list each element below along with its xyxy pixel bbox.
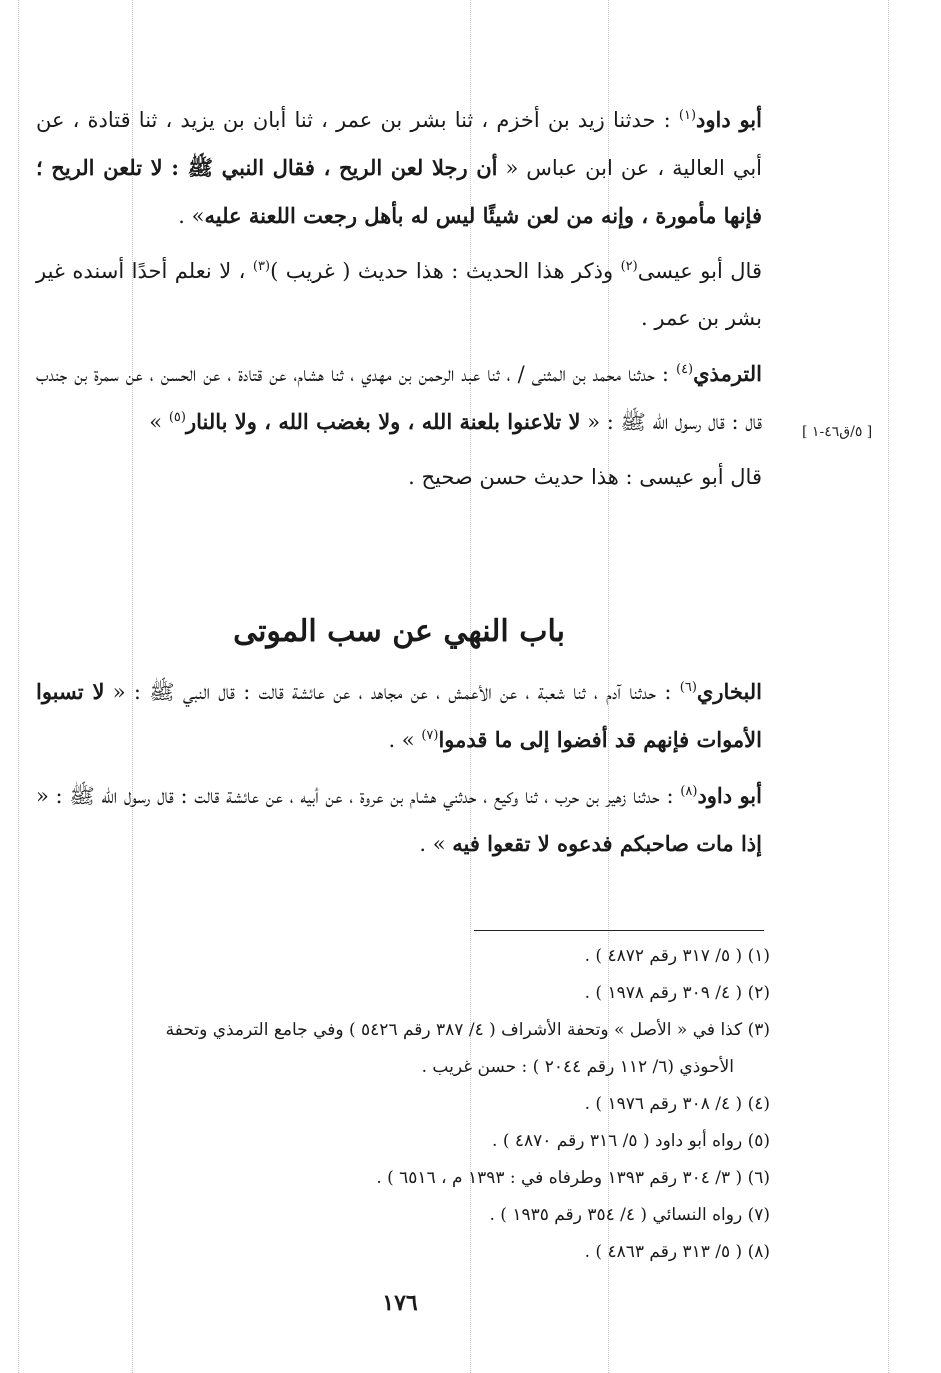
chapter-heading: باب النهي عن سب الموتى xyxy=(233,614,565,649)
comment-text: وذكر هذا الحديث : هذا حديث ( غريب ) xyxy=(270,259,621,283)
footnote-separator xyxy=(474,930,764,931)
source-name: أبو داود xyxy=(697,783,762,808)
footnote-3: (٣) كذا في « الأصل » وتحفة الأشراف ( ٤/ ٣٨٧ رقم ٥٤٢٦ ) وفي جامع الترمذي وتحفة xyxy=(165,1020,770,1040)
quote-end: » xyxy=(149,410,169,434)
footnote-8: (٨) ( ٥/ ٣١٣ رقم ٤٨٦٣ ) . xyxy=(584,1242,770,1262)
scan-artifact-line xyxy=(888,0,889,1373)
footnote-ref: (٢) xyxy=(620,259,638,274)
abu-isa-comment-1 xyxy=(36,248,762,342)
footnotes-section xyxy=(36,938,770,1271)
main-text-top xyxy=(36,96,762,509)
hadith-tirmidhi xyxy=(36,350,762,446)
footnote-ref: (٦) xyxy=(679,680,697,695)
footnote-4: (٤) ( ٤/ ٣٠٨ رقم ١٩٧٦ ) . xyxy=(584,1094,770,1114)
footnote-5: (٥) رواه أبو داود ( ٥/ ٣١٦ رقم ٤٨٧٠ ) . xyxy=(492,1131,770,1151)
hadith-bukhari xyxy=(36,668,762,764)
source-name: البخاري xyxy=(696,679,763,704)
margin-manuscript-note: [ ٥/ق٤٦-١ ] xyxy=(802,424,873,440)
quote-end: » . xyxy=(388,728,422,752)
hadith-abu-dawud-1 xyxy=(36,96,762,240)
hadith-abu-dawud-2 xyxy=(36,772,762,868)
quote-end: » . xyxy=(178,204,205,228)
footnote-ref: (٣) xyxy=(252,259,271,274)
hadith-quote: لا تلاعنوا بلعنة الله ، ولا بغضب الله ، ولا بالنار xyxy=(185,409,581,434)
footnote-ref: (٨) xyxy=(680,784,698,799)
source-name: أبو داود xyxy=(696,107,762,132)
footnote-ref: (٧) xyxy=(421,728,439,743)
comment-text: قال أبو عيسى : هذا حديث حسن صحيح . xyxy=(408,465,762,489)
hadith-quote: إذا مات صاحبكم فدعوه لا تقعوا فيه xyxy=(452,831,762,856)
isnad-text: : حدثنا زهير بن حرب ، ثنا وكيع ، حدثني هشام بن عروة ، عن أبيه ، عن عائشة قالت : قال رسول الله ﷺ : « xyxy=(36,784,681,808)
footnote-6: (٦) ( ٣/ ٣٠٤ رقم ١٣٩٣ وطرفاه في : ١٣٩٣ م ، ٦٥١٦ ) . xyxy=(376,1168,770,1188)
hadith-quote: أن رجلا لعن الريح ، فقال النبي ﷺ : لا تلعن الريح ؛ فإنها مأمورة ، وإنه من لعن شيئًا ليس له بأهل رجعت اللعنة عليه xyxy=(36,155,762,228)
hadith-quote: لا تسبوا الأموات فإنهم قد أفضوا إلى ما قدموا xyxy=(36,679,762,752)
scan-artifact-line xyxy=(18,0,19,1373)
isnad-text: : حدثنا محمد بن المثنى / ، ثنا عبد الرحمن بن مهدي ، ثنا هشام، عن قتادة ، عن الحسن ، عن سمرة بن جندب قال : قال رسول الله ﷺ : « xyxy=(36,362,762,434)
footnote-ref: (٥) xyxy=(168,410,186,425)
footnote-2: (٢) ( ٤/ ٣٠٩ رقم ١٩٧٨ ) . xyxy=(584,983,770,1003)
abu-isa-comment-2 xyxy=(36,454,762,501)
comment-text: ، لا نعلم أحدًا أسنده غير بشر بن عمر . xyxy=(36,259,762,330)
main-text-bottom xyxy=(36,668,762,876)
quote-end: » . xyxy=(419,832,453,856)
footnote-ref: (٤) xyxy=(675,362,694,377)
page-number: ١٧٦ xyxy=(382,1290,418,1316)
isnad-text: : حدثنا زيد بن أخزم ، ثنا بشر بن عمر ، ثنا أبان بن يزيد ، ثنا قتادة ، عن أبي العالية ، عن ابن عباس « xyxy=(36,108,763,180)
footnote-3-continued: الأحوذي (٦/ ١١٢ رقم ٢٠٤٤ ) : حسن غريب . xyxy=(421,1057,734,1077)
footnote-ref: (١) xyxy=(678,108,697,123)
comment-text: قال أبو عيسى xyxy=(637,259,762,283)
footnote-1: (١) ( ٥/ ٣١٧ رقم ٤٨٧٢ ) . xyxy=(584,946,770,966)
isnad-text: : حدثنا آدم ، ثنا شعبة ، عن الأعمش ، عن مجاهد ، عن عائشة قالت : قال النبي ﷺ : « xyxy=(104,680,680,704)
source-name: الترمذي xyxy=(693,361,762,386)
footnote-7: (٧) رواه النسائي ( ٤/ ٣٥٤ رقم ١٩٣٥ ) . xyxy=(489,1205,770,1225)
